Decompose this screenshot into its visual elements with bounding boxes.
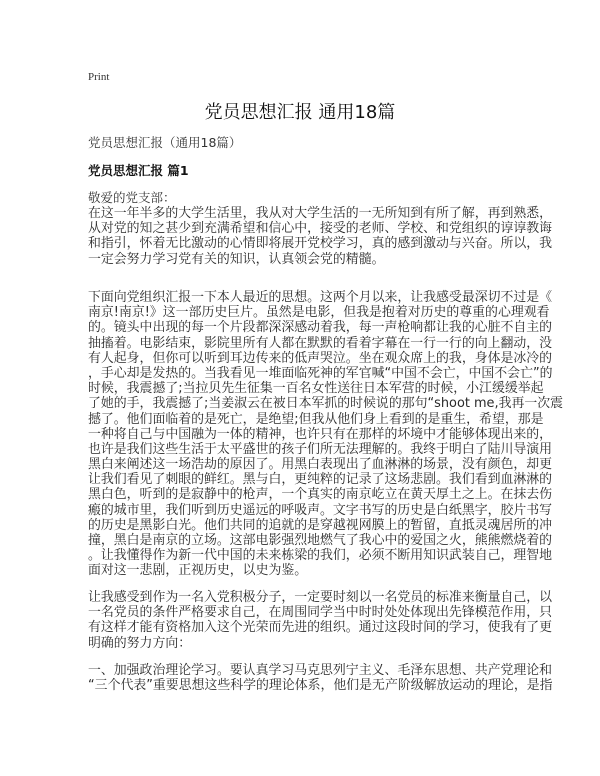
paragraph-line: 抽搐着。电影结束，影院里所有人都在默默的看着字幕在一行一行的向上翻动，没 [88, 335, 553, 351]
paragraph-line: ，手心却是发热的。当我看见一堆面临死神的军官喊“中国不会亡，中国不会亡”的 [88, 365, 553, 381]
salutation: 敬爱的党支部： [88, 190, 176, 205]
paragraph-line: 时候，我震撼了;当拉贝先生征集一百名女性送往日本军营的时候，小江缓缓举起 [88, 381, 544, 397]
paragraph-line: 瘢的城市里，我们听到历史遥远的呼吸声。文字书写的历史是白纸黑字，胶片书写 [88, 502, 553, 518]
paragraph-line: 撞，黑白是南京的立场。这部电影强烈地燃气了我心中的爱国之火，熊熊燃烧着的 [88, 533, 553, 548]
document-title: 党员思想汇报 通用18篇 [204, 102, 396, 123]
paragraph-line: 和指引，怀着无比激动的心情即将展开党校学习，真的感到激动与兴奋。所以，我 [88, 236, 553, 252]
paragraph-line: 了她的手，我震撼了;当姜淑云在被日本军抓的时候说的那句“shoot me,我再一次震 [88, 396, 564, 412]
paragraph [88, 206, 553, 267]
paragraph-line: 有这样才能有资格加入这个光荣而先进的组织。通过这段时间的学习，使我有了更 [88, 620, 553, 636]
paragraph-line: 面对这一悲剧，正视历史，以史为鉴。 [88, 563, 308, 579]
paragraph-line: 一、加强政治理论学习。要认真学习马克思列宁主义、毛泽东思想、共产党理论和 [88, 663, 553, 678]
section-heading: 党员思想汇报 篇1 [88, 163, 189, 178]
paragraph-line: 让我感受到作为一名入党积极分子，一定要时刻以一名党员的标准来衡量自己，以 [88, 590, 553, 605]
paragraph-line: 一名党员的条件严格要求自己，在周围同学当中时时处处体现出先锋模范作用，只 [88, 605, 553, 621]
paragraph [88, 590, 553, 651]
print-link[interactable]: Print [88, 71, 110, 83]
paragraph-line: 有人起身，但你可以听到耳边传来的低声哭泣。坐在观众席上的我，身体是冰冷的 [88, 350, 553, 366]
paragraph-line: 一种将自己与中国融为一体的精神，也许只有在那样的坏境中才能够体现出来的， [88, 426, 553, 442]
paragraph-line: 的。镜头中出现的每一个片段都深深感动着我，每一声枪响都让我的心脏不自主的 [88, 320, 553, 336]
document-subtitle: 党员思想汇报（通用18篇） [88, 135, 242, 150]
paragraph-line: 一定会努力学习党有关的知识，认真领会党的精髓。 [88, 251, 385, 267]
paragraph-line: 的历史是黑影白光。他们共同的追就的是穿越视网膜上的暂留，直抵灵魂居所的冲 [88, 517, 553, 533]
paragraph-line: 明确的努力方向： [88, 635, 192, 651]
paragraph-line: 在这一年半多的大学生活里，我从对大学生活的一无所知到有所了解，再到熟悉， [88, 206, 553, 221]
paragraph-line: 让我们看见了刺眼的鲜红。黑与白，更纯粹的记录了这场悲剧。我们看到血淋淋的 [88, 472, 553, 488]
paragraph-line: 下面向党组织汇报一下本人最近的思想。这两个月以来，让我感受最深切不过是《 [88, 290, 553, 305]
paragraph-line: 撼了。他们面临着的是死亡，是绝望;但我从他们身上看到的是重生，希望，那是 [88, 411, 544, 427]
paragraph [88, 663, 553, 694]
paragraph-line: 南京!南京!》这一部历史巨片。虽然是电影，但我是抱着对历史的尊重的心理观看 [88, 305, 550, 321]
paragraph-line: 黑白来阐述这一场浩劫的原因了。用黑白表现出了血淋淋的场景，没有颜色，却更 [88, 457, 553, 473]
paragraph-line: “三个代表”重要思想这些科学的理论体系，他们是无产阶级解放运动的理论，是指 [88, 678, 553, 694]
paragraph [88, 290, 564, 579]
paragraph-line: 从对党的知之甚少到充满希望和信心中，接受的老师、学校、和党组织的谆谆教诲 [88, 221, 553, 237]
paragraph-line: 也许是我们这些生活于太平盛世的孩子们所无法理解的。我终于明白了陆川导演用 [88, 441, 553, 457]
paragraph-line: 。让我懂得作为新一代中国的未来栋梁的我们，必须不断用知识武装自己，理智地 [88, 548, 553, 564]
paragraph-line: 黑白色，听到的是寂静中的枪声，一个真实的南京屹立在黄天厚土之上。在抹去伤 [88, 487, 553, 503]
